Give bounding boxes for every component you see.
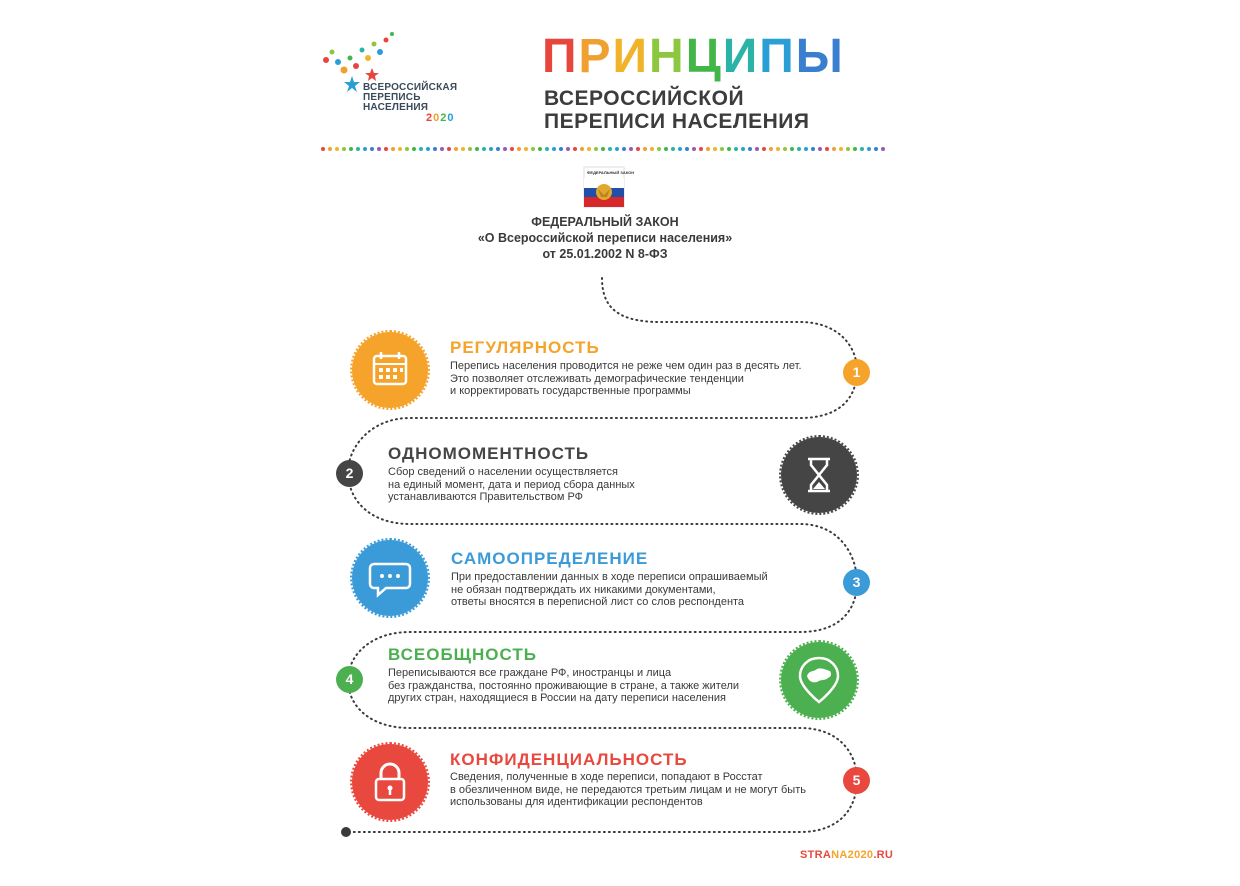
- principle-1-title: РЕГУЛЯРНОСТЬ: [450, 338, 600, 357]
- hourglass-icon: [781, 437, 857, 513]
- principle-3-title: САМООПРЕДЕЛЕНИЕ: [451, 549, 649, 568]
- title-letter: И: [722, 30, 760, 83]
- law-name: «О Всероссийской переписи населения»: [477, 231, 733, 245]
- calendar-icon: [352, 332, 428, 408]
- principle-5-number: 5: [843, 767, 870, 794]
- russia-map-pin-icon: [781, 642, 857, 718]
- logo-year: 2020: [426, 112, 455, 124]
- path-end-dot: [341, 827, 351, 837]
- law-date: от 25.01.2002 N 8-ФЗ: [542, 247, 668, 261]
- principle-1-description: Перепись населения проводится не реже чем один раз в десять лет. Это позволяет отслеживать демографические тенденции и корректировать государственные программы: [450, 360, 802, 397]
- title-letter: П: [542, 30, 579, 83]
- title-letter: Ы: [795, 30, 845, 83]
- title-letter: И: [612, 30, 650, 83]
- page-subtitle-line-1: ВСЕРОССИЙСКОЙ: [544, 87, 745, 110]
- padlock-icon: [352, 744, 428, 820]
- principle-4-description: Переписываются все граждане РФ, иностранцы и лица без гражданства, постоянно проживающие в стране, а также жители других стран, находящиеся в России на дату переписи населения: [388, 667, 740, 704]
- principle-5-description: Сведения, полученные в ходе переписи, попадают в Росстат в обезличенном виде, не передаются третьим лицам и не могут быть использованы для идентификации респондентов: [450, 771, 806, 808]
- chat-bubble-icon: [352, 540, 428, 616]
- logo-line-3: НАСЕЛЕНИЯ: [363, 102, 429, 113]
- principle-2-description: Сбор сведений о населении осуществляется на единый момент, дата и период сбора данных устанавливаются Правительством РФ: [388, 466, 635, 503]
- website-link[interactable]: STRANA2020.RU: [800, 849, 894, 861]
- page-subtitle-line-2: ПЕРЕПИСИ НАСЕЛЕНИЯ: [544, 110, 810, 133]
- title-letter: Р: [578, 30, 613, 83]
- principle-2-number: 2: [336, 460, 363, 487]
- principle-3-description: При предоставлении данных в ходе переписи опрашиваемый не обязан подтверждать их никакими документами, ответы вносятся в переписной лист со слов респондента: [451, 571, 768, 608]
- principle-3-number: 3: [843, 569, 870, 596]
- law-doc-label: ФЕДЕРАЛЬНЫЙ ЗАКОН: [587, 170, 635, 175]
- title-letter: П: [759, 30, 796, 83]
- principle-4-title: ВСЕОБЩНОСТЬ: [388, 645, 537, 664]
- title-letter: Ц: [685, 30, 723, 83]
- logo-line-2: ПЕРЕПИСЬ: [363, 92, 421, 103]
- title-letter: Н: [649, 30, 686, 83]
- logo-line-1: ВСЕРОССИЙСКАЯ: [363, 82, 458, 93]
- law-title: ФЕДЕРАЛЬНЫЙ ЗАКОН: [531, 215, 679, 229]
- principle-2-title: ОДНОМОМЕНТНОСТЬ: [388, 444, 590, 463]
- principle-1-number: 1: [843, 359, 870, 386]
- principle-4-number: 4: [336, 666, 363, 693]
- principle-5-title: КОНФИДЕНЦИАЛЬНОСТЬ: [450, 750, 688, 769]
